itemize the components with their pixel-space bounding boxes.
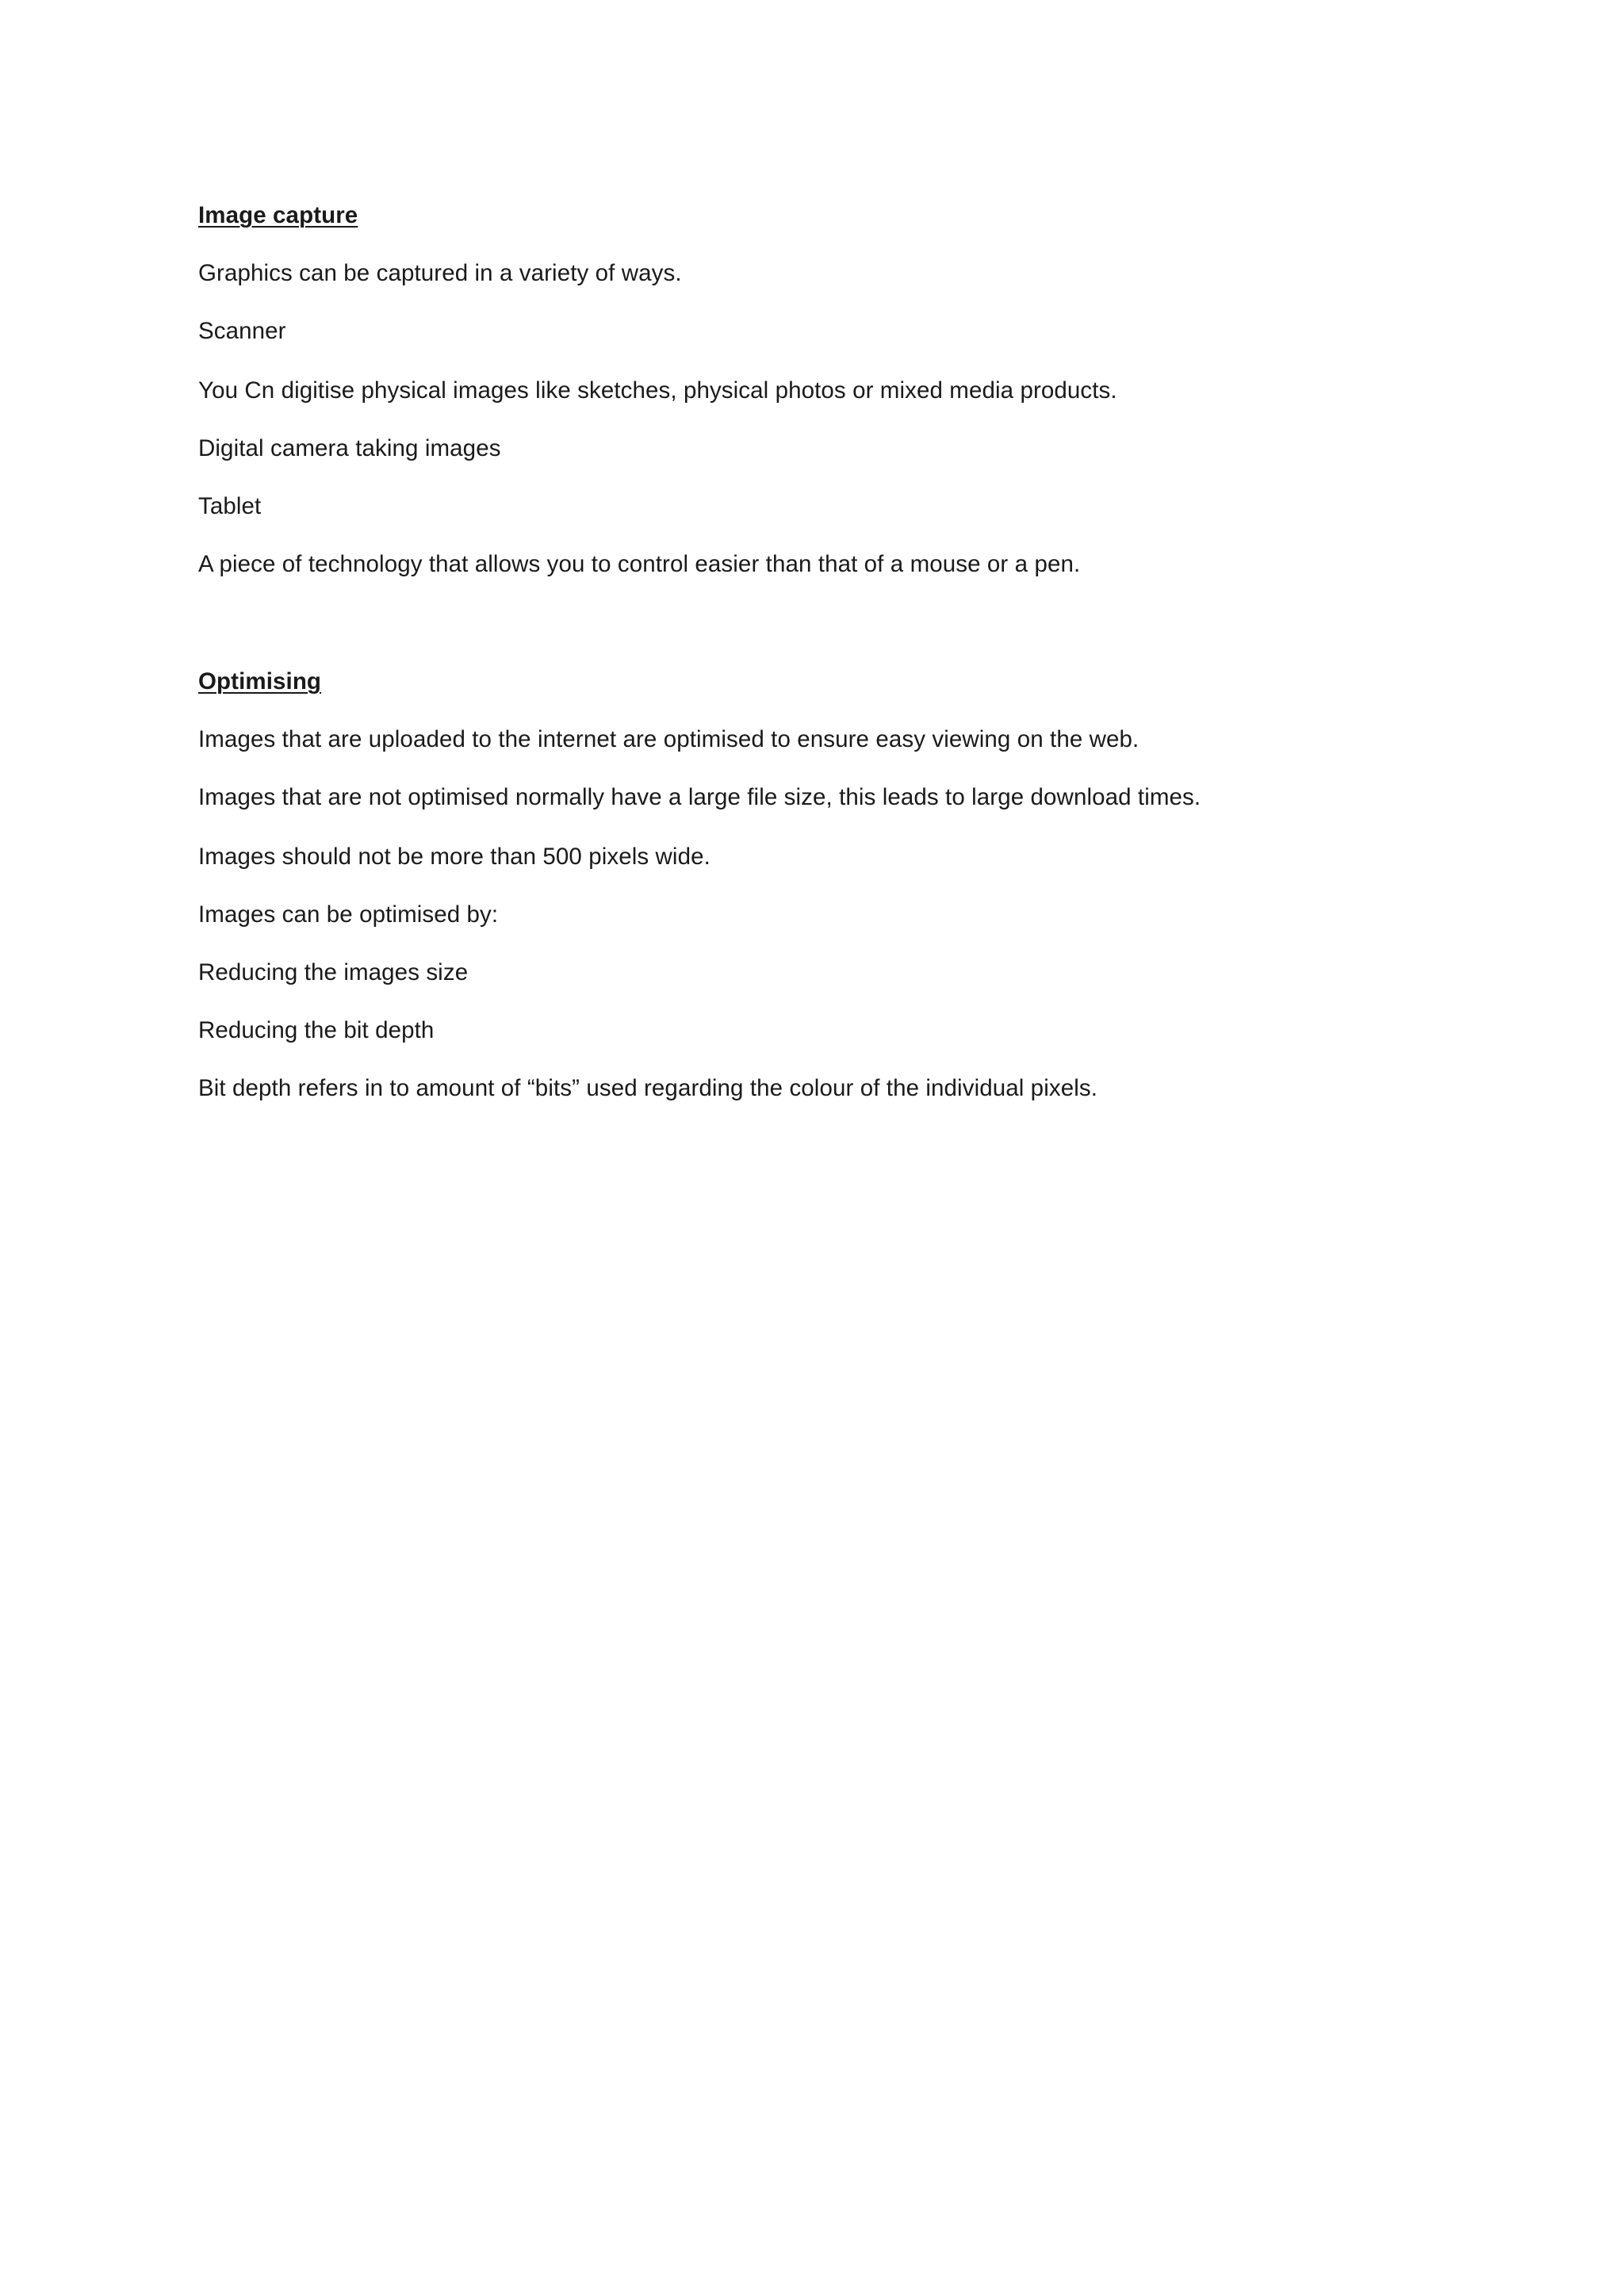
paragraph: Reducing the images size <box>198 959 469 985</box>
section-heading-image-capture: Image capture <box>198 202 358 228</box>
paragraph: Images should not be more than 500 pixels wide. <box>198 844 710 870</box>
paragraph: A piece of technology that allows you to control easier than that of a mouse or a pen. <box>198 551 1081 577</box>
paragraph: Bit depth refers in to amount of “bits” used regarding the colour of the individual pixels. <box>198 1075 1098 1101</box>
paragraph: Images can be optimised by: <box>198 901 499 928</box>
paragraph: Images that are not optimised normally have a large file size, this leads to large download times. <box>198 784 1201 810</box>
paragraph: Images that are uploaded to the internet are optimised to ensure easy viewing on the web. <box>198 726 1139 752</box>
paragraph: Digital camera taking images <box>198 435 501 461</box>
paragraph: Graphics can be captured in a variety of ways. <box>198 260 682 286</box>
paragraph: You Cn digitise physical images like sketches, physical photos or mixed media products. <box>198 377 1117 404</box>
section-heading-optimising: Optimising <box>198 668 322 695</box>
paragraph: Scanner <box>198 318 286 344</box>
paragraph: Tablet <box>198 493 262 519</box>
paragraph: Reducing the bit depth <box>198 1017 435 1043</box>
